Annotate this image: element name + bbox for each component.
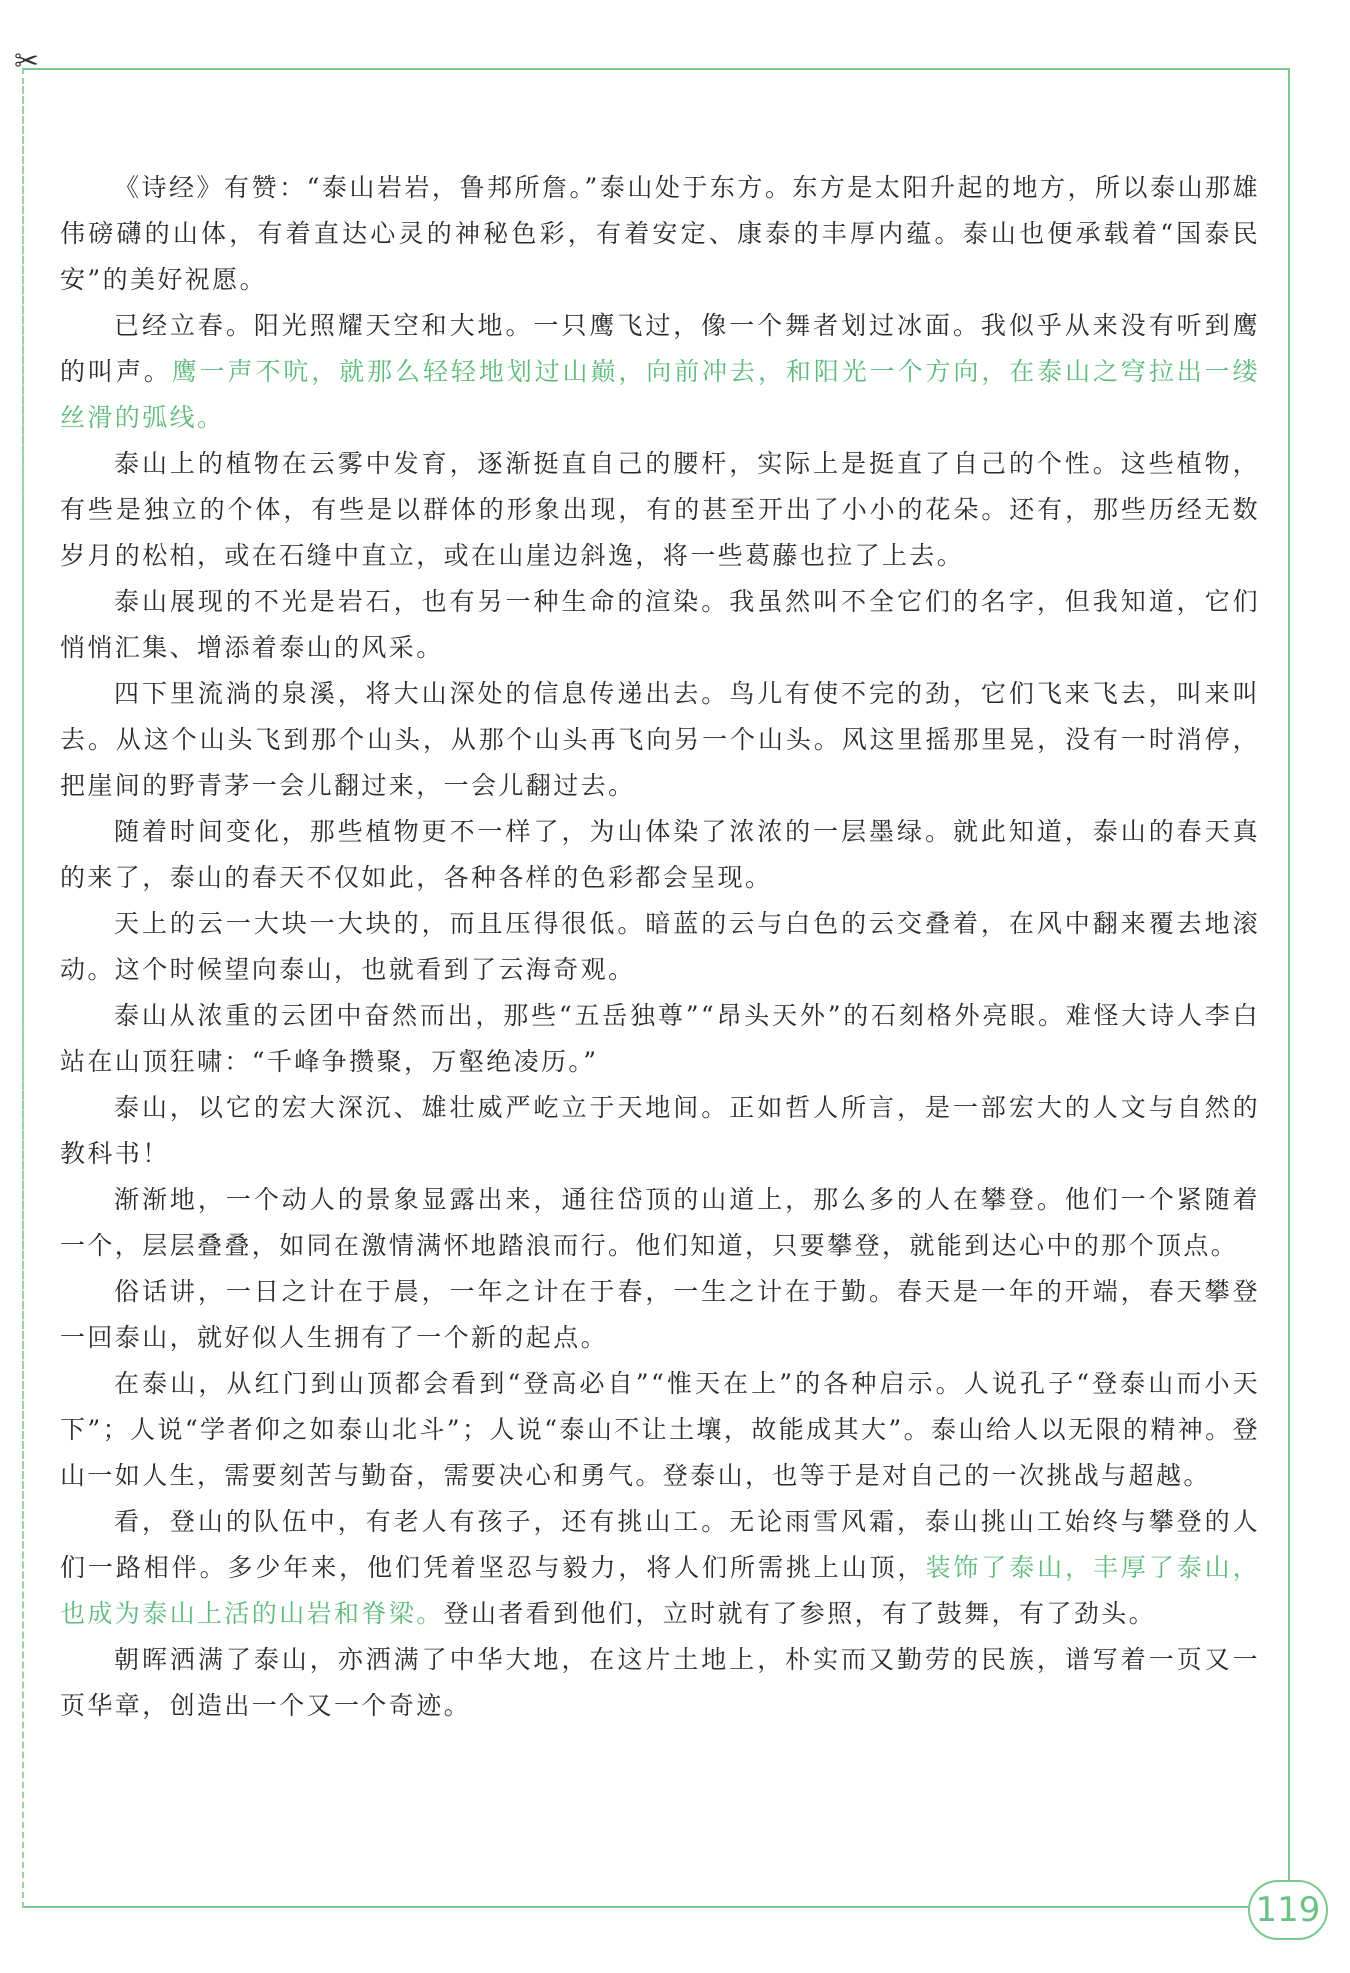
paragraph-text: 泰山上的植物在云雾中发育，逐渐挺直自己的腰杆，实际上是挺直了自己的个性。这些植物，有些是独立的个体，有些是以群体的形象出现，有的甚至开出了小小的花朵。还有，那些历经无数岁月的松柏，或在石缝中直立，或在山崖边斜逸，将一些葛藤也拉了上去。	[60, 449, 1260, 570]
paragraph-text: 泰山从浓重的云团中奋然而出，那些“五岳独尊”“昂头天外”的石刻格外亮眼。难怪大诗人李白站在山顶狂啸：“千峰争攒聚，万壑绝凌历。”	[60, 1001, 1260, 1076]
highlighted-text: 鹰一声不吭，就那么轻轻地划过山巅，向前冲去，和阳光一个方向，在泰山之穹拉出一缕丝滑的弧线。	[60, 357, 1260, 432]
paragraph	[60, 579, 1260, 671]
paragraph-text: 在泰山，从红门到山顶都会看到“登高必自”“惟天在上”的各种启示。人说孔子“登泰山而小天下”；人说“学者仰之如泰山北斗”；人说“泰山不让土壤，故能成其大”。泰山给人以无限的精神。登山一如人生，需要刻苦与勤奋，需要决心和勇气。登泰山，也等于是对自己的一次挑战与超越。	[60, 1369, 1260, 1490]
paragraph-text: 俗话讲，一日之计在于晨，一年之计在于春，一生之计在于勤。春天是一年的开端，春天攀登一回泰山，就好似人生拥有了一个新的起点。	[60, 1277, 1260, 1352]
paragraph	[60, 165, 1260, 303]
paragraph-text: 泰山，以它的宏大深沉、雄壮威严屹立于天地间。正如哲人所言，是一部宏大的人文与自然的教科书！	[60, 1093, 1260, 1168]
scissors-icon: ✂	[14, 44, 40, 79]
highlighted-text: 装饰了泰山，丰厚了泰山，也成为泰山上活的山岩和脊梁。	[60, 1553, 1260, 1628]
paragraph	[60, 1085, 1260, 1177]
paragraph-text: 朝晖洒满了泰山，亦洒满了中华大地，在这片土地上，朴实而又勤劳的民族，谱写着一页又一页华章，创造出一个又一个奇迹。	[60, 1645, 1260, 1720]
paragraph	[60, 901, 1260, 993]
paragraph-text: 天上的云一大块一大块的，而且压得很低。暗蓝的云与白色的云交叠着，在风中翻来覆去地滚动。这个时候望向泰山，也就看到了云海奇观。	[60, 909, 1260, 984]
paragraph-text: 泰山展现的不光是岩石，也有另一种生命的渲染。我虽然叫不全它们的名字，但我知道，它们悄悄汇集、增添着泰山的风采。	[60, 587, 1260, 662]
paragraph-text: 四下里流淌的泉溪，将大山深处的信息传递出去。鸟儿有使不完的劲，它们飞来飞去，叫来叫去。从这个山头飞到那个山头，从那个山头再飞向另一个山头。风这里摇那里晃，没有一时消停，把崖间的野青茅一会儿翻过来，一会儿翻过去。	[60, 679, 1260, 800]
page-number: 119	[1248, 1880, 1328, 1940]
paragraph	[60, 671, 1260, 809]
paragraph-text: 登山者看到他们，立时就有了参照，有了鼓舞，有了劲头。	[443, 1599, 1157, 1628]
paragraph	[60, 441, 1260, 579]
paragraph	[60, 993, 1260, 1085]
paragraph-text: 已经立春。阳光照耀天空和大地。一只鹰飞过，像一个舞者划过冰面。我似乎从来没有听到鹰的叫声。	[60, 311, 1260, 386]
page-top-margin	[0, 0, 1350, 70]
paragraph	[60, 809, 1260, 901]
cut-line	[22, 86, 24, 1908]
paragraph-text: 渐渐地，一个动人的景象显露出来，通往岱顶的山道上，那么多的人在攀登。他们一个紧随着一个，层层叠叠，如同在激情满怀地踏浪而行。他们知道，只要攀登，就能到达心中的那个顶点。	[60, 1185, 1260, 1260]
paragraph	[60, 1177, 1260, 1269]
paragraph-text: 随着时间变化，那些植物更不一样了，为山体染了浓浓的一层墨绿。就此知道，泰山的春天真的来了，泰山的春天不仅如此，各种各样的色彩都会呈现。	[60, 817, 1260, 892]
paragraph	[60, 303, 1260, 441]
paragraph-text: 看，登山的队伍中，有老人有孩子，还有挑山工。无论雨雪风霜，泰山挑山工始终与攀登的人们一路相伴。多少年来，他们凭着坚忍与毅力，将人们所需挑上山顶，	[60, 1507, 1260, 1582]
paragraph	[60, 1499, 1260, 1637]
paragraph	[60, 1269, 1260, 1361]
paragraph	[60, 1637, 1260, 1729]
paragraph	[60, 1361, 1260, 1499]
paragraph-text: 《诗经》有赞：“泰山岩岩，鲁邦所詹。”泰山处于东方。东方是太阳升起的地方，所以泰山那雄伟磅礴的山体，有着直达心灵的神秘色彩，有着安定、康泰的丰厚内蕴。泰山也便承载着“国泰民安”的美好祝愿。	[60, 173, 1260, 294]
article-body	[60, 165, 1260, 1729]
